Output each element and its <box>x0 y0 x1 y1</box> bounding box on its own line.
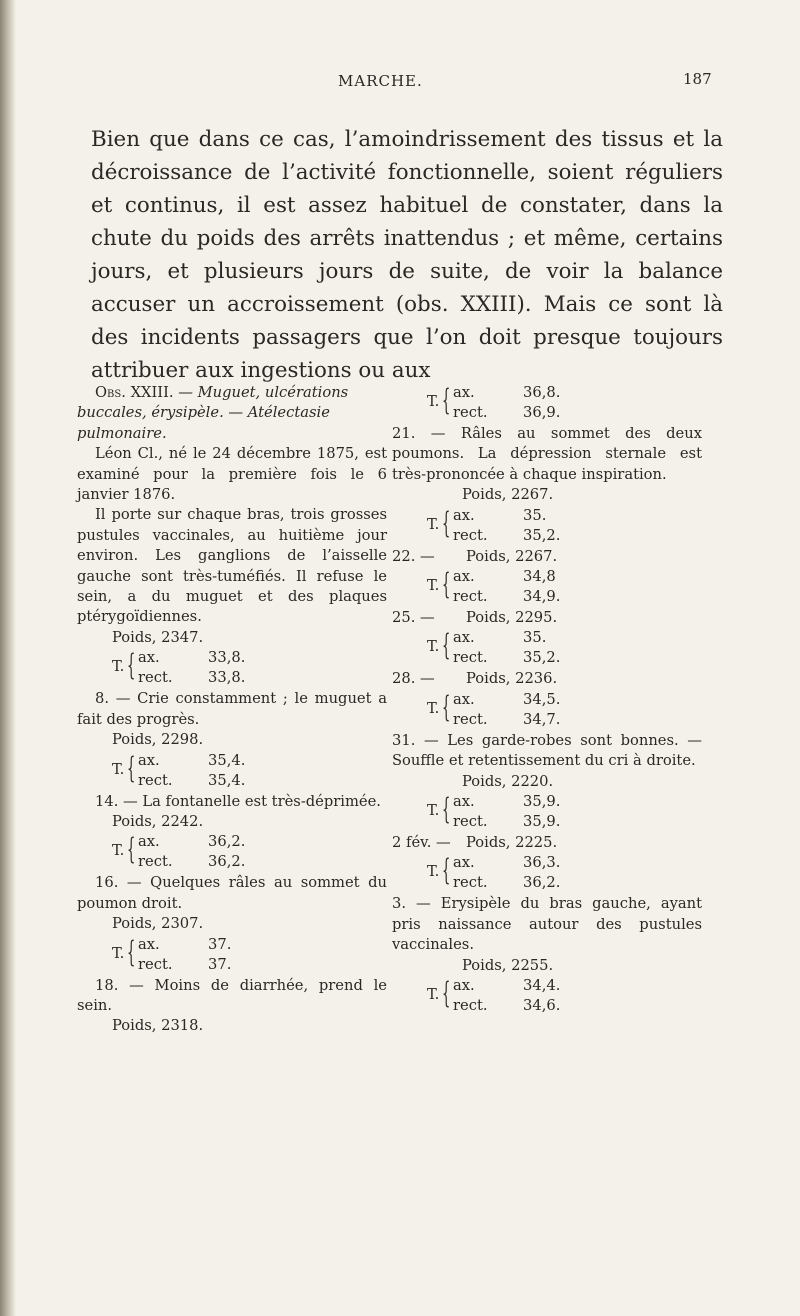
temperature-label: T. <box>427 515 440 533</box>
rectal-value: 35,9. <box>523 813 561 831</box>
axillary-value: 35. <box>523 506 547 524</box>
brace: { <box>442 689 451 724</box>
running-header <box>0 68 800 98</box>
dated-weight-entry <box>392 608 702 628</box>
axillary-label: ax. <box>453 854 475 872</box>
rectal-label: rect. <box>138 853 173 871</box>
axillary-value: 35,9. <box>523 793 561 811</box>
rectal-value: 36,2. <box>523 874 561 892</box>
rectal-label: rect. <box>138 669 173 687</box>
temperature-block <box>427 792 702 833</box>
axillary-label: ax. <box>453 690 475 708</box>
axillary-label: ax. <box>453 977 475 995</box>
daily-note: 31. — Les garde-robes sont bonnes. — Souffle et retentissement du cri à droite. <box>392 731 702 770</box>
rectal-value: 36,9. <box>523 404 561 421</box>
temperature-label: T. <box>112 944 125 962</box>
temperature-label: T. <box>427 393 440 410</box>
weight-entry: Poids, 2298. <box>112 731 204 749</box>
entry-weight: Poids, 2267. <box>466 547 558 565</box>
brace: { <box>442 505 451 540</box>
weight-entry: Poids, 2255. <box>462 956 554 974</box>
axillary-value: 35. <box>523 629 547 647</box>
weight-entry: Poids, 2267. <box>462 486 554 504</box>
rectal-label: rect. <box>453 588 488 606</box>
temperature-block <box>427 976 702 1017</box>
rectal-value: 35,4. <box>208 771 246 789</box>
rectal-value: 33,8. <box>208 669 246 687</box>
brace: { <box>127 934 136 969</box>
running-title: MARCHE. <box>338 72 423 90</box>
temperature-label: T. <box>112 760 125 778</box>
rectal-label: rect. <box>138 771 173 789</box>
entry-date: 25. — <box>392 609 435 627</box>
temperature-block <box>427 383 702 424</box>
entry-date: 2 fév. — <box>392 834 451 852</box>
axillary-label: ax. <box>453 384 475 401</box>
observation-title: — Muguet, ulcérations buccales, érysipèle. — Atélectasie pulmonaire. <box>77 384 349 442</box>
axillary-value: 36,2. <box>208 833 246 851</box>
axillary-label: ax. <box>138 649 160 667</box>
daily-note: 14. — La fontanelle est très-déprimée. <box>95 792 381 810</box>
intro-paragraph: Bien que dans ce cas, l’amoindrissement des tissus et la décroissance de l’activité fonctionnelle, soient réguliers et continus, il est assez habituel de constater, dans la chute du poids des arrêts inattendus ; et même, certains jours, et plusieurs jours de suite, de voir la balance accuser un accroissement (obs. XXIII). Mais ce sont là des incidents passagers que l’on doit presque toujours attribuer aux ingestions ou aux <box>91 127 723 384</box>
axillary-value: 33,8. <box>208 649 246 667</box>
rectal-label: rect. <box>453 710 488 728</box>
temperature-block <box>112 832 387 873</box>
rectal-value: 34,9. <box>523 588 561 606</box>
entry-weight: Poids, 2225. <box>466 834 558 852</box>
brace: { <box>127 750 136 785</box>
temperature-label: T. <box>427 638 440 656</box>
weight-entry: Poids, 2242. <box>112 812 204 830</box>
weight-entry: Poids, 2318. <box>112 1017 204 1035</box>
dated-weight-entry <box>392 833 702 853</box>
brace: { <box>442 792 451 827</box>
daily-note: 18. — Moins de diarrhée, prend le sein. <box>77 976 387 1014</box>
rectal-label: rect. <box>453 526 488 544</box>
axillary-value: 35,4. <box>208 751 246 769</box>
book-spine-edge <box>0 0 16 1316</box>
temperature-label: T. <box>427 986 440 1004</box>
brace: { <box>442 567 451 602</box>
temperature-block <box>427 690 702 731</box>
entry-weight: Poids, 2295. <box>466 609 558 627</box>
axillary-value: 34,5. <box>523 690 561 708</box>
rectal-value: 35,2. <box>523 649 561 667</box>
axillary-label: ax. <box>453 568 475 586</box>
rectal-label: rect. <box>453 874 488 892</box>
daily-note: 21. — Râles au sommet des deux poumons. La dépression sternale est très-prononcée à chaque inspiration. <box>392 425 702 483</box>
brace: { <box>442 853 451 888</box>
temperature-block <box>427 506 702 547</box>
axillary-label: ax. <box>138 935 160 953</box>
brace: { <box>442 383 451 417</box>
rectal-label: rect. <box>453 649 488 667</box>
rectal-label: rect. <box>453 404 488 421</box>
rectal-label: rect. <box>138 955 173 973</box>
temperature-label: T. <box>427 863 440 881</box>
weight-entry: Poids, 2347. <box>112 628 204 646</box>
patient-intro: Léon Cl., né le 24 décembre 1875, est examiné pour la première fois le 6 janvier 1876. <box>77 445 387 504</box>
brace: { <box>127 832 136 867</box>
rectal-value: 34,6. <box>523 997 561 1015</box>
temperature-block <box>112 935 387 976</box>
temperature-label: T. <box>427 577 440 595</box>
axillary-label: ax. <box>453 629 475 647</box>
temperature-label: T. <box>427 802 440 820</box>
temperature-block <box>427 567 702 608</box>
weight-entry: Poids, 2220. <box>462 772 554 790</box>
rectal-label: rect. <box>453 813 488 831</box>
brace: { <box>127 648 136 683</box>
entry-weight: Poids, 2236. <box>466 670 558 688</box>
rectal-value: 37. <box>208 955 232 973</box>
entry-date: 22. — <box>392 547 435 565</box>
left-column <box>77 383 387 1037</box>
temperature-block <box>427 628 702 669</box>
daily-note: 16. — Quelques râles au sommet du poumon droit. <box>77 874 387 912</box>
page-number: 187 <box>683 70 712 88</box>
brace: { <box>442 976 451 1011</box>
temperature-label: T. <box>112 842 125 860</box>
observation-heading <box>77 383 387 444</box>
temperature-label: T. <box>112 658 125 676</box>
brace: { <box>442 628 451 663</box>
axillary-label: ax. <box>138 751 160 769</box>
axillary-label: ax. <box>453 793 475 811</box>
daily-note: 8. — Crie constamment ; le muguet a fait des progrès. <box>77 690 387 728</box>
rectal-value: 35,2. <box>523 526 561 544</box>
right-column <box>392 383 702 1017</box>
axillary-value: 36,3. <box>523 854 561 872</box>
clinical-note: Il porte sur chaque bras, trois grosses pustules vaccinales, au huitième jour environ. Les ganglions de l’aisselle gauche sont très-tuméfiés. Il refuse le sein, a du muguet et des plaques ptérygoïdiennes. <box>77 506 387 626</box>
rectal-value: 36,2. <box>208 853 246 871</box>
axillary-value: 37. <box>208 935 232 953</box>
axillary-label: ax. <box>453 506 475 524</box>
dated-weight-entry <box>392 669 702 689</box>
temperature-block <box>112 648 387 689</box>
dated-weight-entry <box>392 547 702 567</box>
rectal-label: rect. <box>453 997 488 1015</box>
temperature-block <box>427 853 702 894</box>
temperature-label: T. <box>427 699 440 717</box>
axillary-label: ax. <box>138 833 160 851</box>
axillary-value: 36,8. <box>523 384 561 401</box>
observation-label: Obs. XXIII. <box>95 384 174 401</box>
weight-entry: Poids, 2307. <box>112 915 204 933</box>
axillary-value: 34,4. <box>523 977 561 995</box>
daily-note: 3. — Erysipèle du bras gauche, ayant pris naissance autour des pustules vaccinales. <box>392 895 702 954</box>
temperature-block <box>112 751 387 792</box>
rectal-value: 34,7. <box>523 710 561 728</box>
entry-date: 28. — <box>392 670 435 688</box>
axillary-value: 34,8 <box>523 568 556 586</box>
